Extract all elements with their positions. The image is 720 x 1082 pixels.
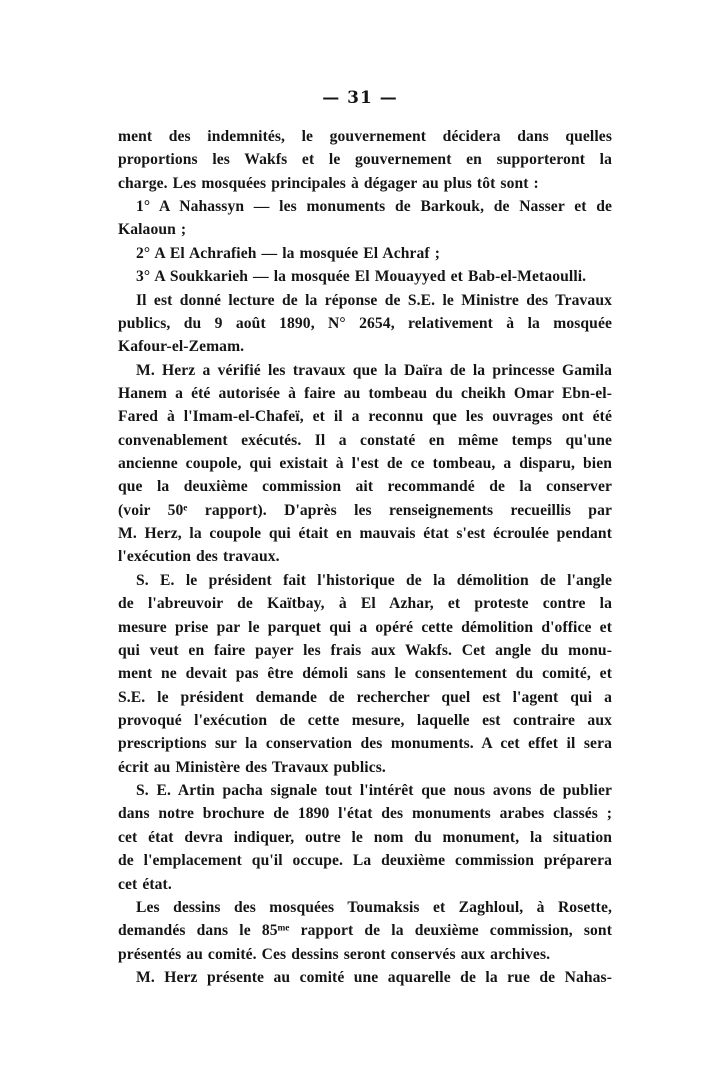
body-text (118, 125, 612, 989)
text-line: S. E. le président fait l'historique de la démolition de l'angle (136, 571, 612, 589)
text-line: l'exécution des travaux. (118, 548, 280, 566)
text-line: 3° A Soukkarieh — la mosquée El Mouayyed et Bab-el-Metaoulli. (136, 268, 587, 286)
text-line: M. Herz présente au comité une aquarelle de la rue de Nahas- (136, 968, 612, 986)
text-line: S.E. le président demande de rechercher quel est l'agent qui a (118, 688, 612, 706)
text-line: Fared à l'Imam-el-Chafeï, et il a reconnu que les ouvrages ont été (118, 408, 612, 426)
text-line: Il est donné lecture de la réponse de S.E. le Ministre des Travaux (136, 291, 612, 309)
page-number: — 31 — (322, 88, 398, 108)
text-line: de l'emplacement qu'il occupe. La deuxième commission préparera (118, 852, 612, 870)
text-line: convenablement exécutés. Il a constaté en même temps qu'une (118, 431, 612, 449)
text-line: mesure prise par le parquet qui a opéré cette démolition d'office et (118, 618, 612, 636)
text-line: écrit au Ministère des Travaux publics. (118, 758, 386, 776)
text-line: provoqué l'exécution de cette mesure, laquelle est contraire aux (118, 711, 612, 729)
paragraph (118, 242, 612, 265)
paragraph (118, 896, 612, 966)
text-line: (voir 50ᵉ rapport). D'après les renseignements recueillis par (118, 501, 612, 519)
text-line: cet état. (118, 875, 172, 893)
text-line: que la deuxième commission ait recommandé de la conserver (118, 478, 612, 496)
text-line: Kalaoun ; (118, 221, 187, 239)
paragraph (118, 265, 612, 288)
paragraph (118, 359, 612, 569)
paragraph (118, 966, 612, 989)
text-line: Kafour-el-Zemam. (118, 338, 245, 356)
text-line: charge. Les mosquées principales à dégager au plus tôt sont : (118, 174, 539, 192)
text-line: Hanem a été autorisée à faire au tombeau du cheikh Omar Ebn-el- (118, 384, 612, 402)
paragraph (118, 289, 612, 359)
paragraph (118, 779, 612, 896)
text-line: dans notre brochure de 1890 l'état des monuments arabes classés ; (118, 805, 612, 823)
text-line: M. Herz, la coupole qui était en mauvais état s'est écroulée pendant (118, 525, 612, 543)
text-line: proportions les Wakfs et le gouvernement en supporteront la (118, 151, 612, 169)
paragraph (118, 195, 612, 242)
text-line: Les dessins des mosquées Toumaksis et Zaghloul, à Rosette, (136, 898, 612, 916)
text-line: M. Herz a vérifié les travaux que la Daïra de la princesse Gamila (136, 361, 612, 379)
text-line: ment ne devait pas être démoli sans le consentement du comité, et (118, 665, 612, 683)
text-line: ancienne coupole, qui existait à l'est de ce tombeau, a disparu, bien (118, 455, 612, 473)
paragraph (118, 125, 612, 195)
text-line: S. E. Artin pacha signale tout l'intérêt que nous avons de publier (136, 782, 612, 800)
text-line: 1° A Nahassyn — les monuments de Barkouk, de Nasser et de (136, 198, 612, 216)
text-line: cet état devra indiquer, outre le nom du monument, la situation (118, 828, 612, 846)
text-line: prescriptions sur la conservation des monuments. A cet effet il sera (118, 735, 612, 753)
text-line: de l'abreuvoir de Kaïtbay, à El Azhar, et proteste contre la (118, 595, 612, 613)
text-line: 2° A El Achrafieh — la mosquée El Achraf ; (136, 244, 441, 262)
text-line: demandés dans le 85ᵐᵉ rapport de la deuxième commission, sont (118, 922, 612, 940)
text-line: ment des indemnités, le gouvernement décidera dans quelles (118, 128, 612, 145)
text-line: publics, du 9 août 1890, N° 2654, relativement à la mosquée (118, 314, 612, 332)
paragraph (118, 569, 612, 779)
text-line: qui veut en faire payer les frais aux Wakfs. Cet angle du monu- (118, 641, 612, 659)
text-line: présentés au comité. Ces dessins seront conservés aux archives. (118, 945, 551, 963)
